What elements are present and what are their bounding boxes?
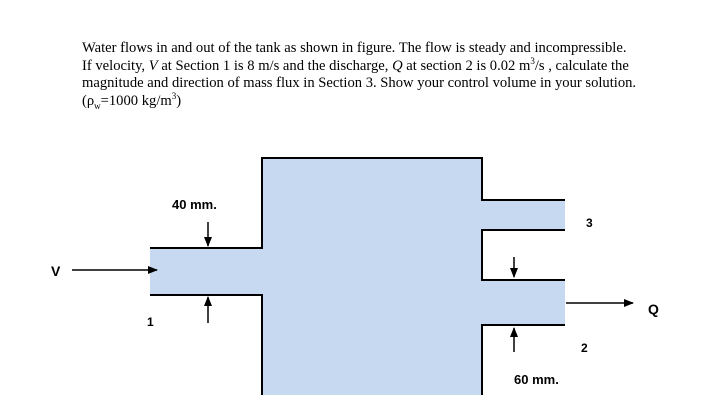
problem-line-3: magnitude and direction of mass flux in Section 3. Show your control volume in your solution. bbox=[82, 75, 637, 91]
discharge-label: Q bbox=[648, 301, 659, 317]
inlet-diameter-label: 40 mm. bbox=[172, 197, 217, 212]
section-3-label: 3 bbox=[586, 216, 593, 230]
inlet-lower-wall bbox=[150, 295, 262, 395]
problem-line-4: ($\rho_w=1000$ $kg/m^3$) bbox=[82, 90, 182, 111]
discharge-symbol: Q bbox=[392, 57, 403, 74]
velocity-symbol: V bbox=[148, 57, 158, 74]
section-1-label: 1 bbox=[147, 315, 154, 329]
outlet-divider-wall bbox=[482, 230, 565, 280]
velocity-label: V bbox=[51, 263, 61, 279]
section-2-label: 2 bbox=[581, 341, 588, 355]
problem-line-1: Water flows in and out of the tank as shown in figure. The flow is steady and incompressible. bbox=[82, 40, 627, 56]
problem-line-2: If velocity, V at Section 1 is 8 m/s and the discharge, Q at section 2 is 0.02 $m^3/s$ , calculate the bbox=[82, 55, 629, 74]
outlet-diameter-label: 60 mm. bbox=[514, 372, 559, 387]
fluid-region bbox=[150, 158, 565, 395]
